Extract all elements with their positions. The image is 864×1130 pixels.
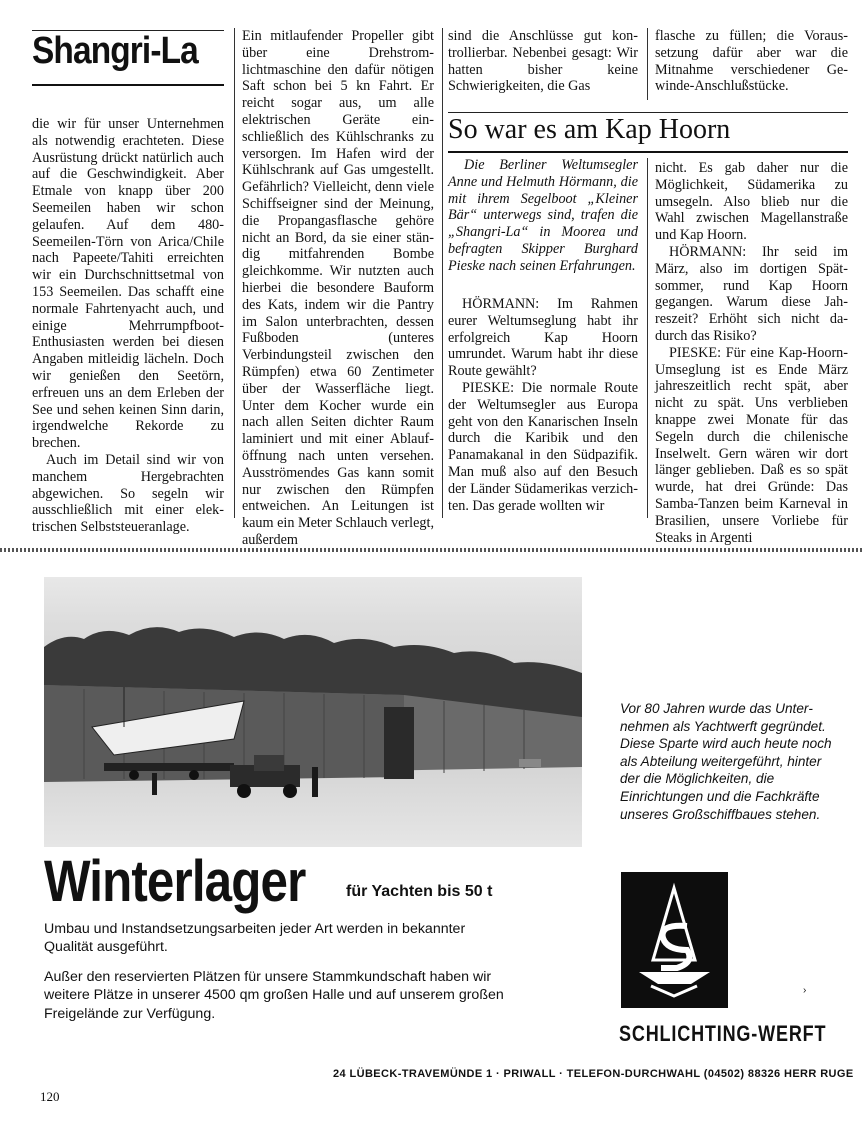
rule-col3-under-title [448,151,848,153]
page-number: 120 [40,1089,60,1104]
article-column-4-top [655,28,848,95]
paragraph: PIESKE: Für eine Kap-Hoorn-Umseglung ist es Ende März jahreszeitlich recht spät, aber nicht zu spät. Uns verblieben knappe zwei Monate für das Segeln durch die chilenische Inselwelt. Gern wären wir dort länger geblieben. Daß es so spät wurde, hat drei Gründe: Das Samba-Tanzen beim Karneval in Brasilien, unsere Vorliebe für Steaks in Argenti [655,344,848,546]
section-separator [0,548,864,552]
ad-text-1 [44,920,514,957]
anchor-s-logo-drawing [621,872,728,1008]
paragraph: Die Berliner Weltumsegler Anne und Helmuth Hörmann, die mit ihrem Segelboot „Kleiner Bär“ unterwegs sind, trafen die „Shangri-La“ in Moorea und befragten Skipper Burghard Pieske nach seinen Erfahrungen. [448,157,638,274]
paragraph: flasche zu füllen; die Voraussetzung dafür aber war die Mitnahme verschiedener Gewinde-Anschlußstücke. [655,28,848,95]
column-divider-2 [442,28,443,518]
column-divider-4 [647,158,648,518]
shipyard-photo-illustration [44,577,582,847]
paragraph: Auch im Detail sind wir von manchem Hergebrachten abgewichen. So segeln wir ausschließlich mit einer elektrischen Selbststeueranlage. [32,451,224,536]
rule-col1-bottom [32,84,224,86]
article-title: Shangri-La [32,30,198,72]
paragraph: Ein mitlaufender Propeller gibt über eine Drehstromlichtmaschine den dafür nötigen Saft schon bei 5 kn Fahrt. Er reicht sogar aus, um alle elektrischen Geräte einschließlich des Kühlschranks zu versorgen. Im Hafen wird der Kühlschrank auf Gas umgestellt. Gefährlich? Vielleicht, denn viele Schiffseigner sind der Meinung, die Propangasflasche gehöre nicht an Bord, da sie einer ständig mitfahrenden Bombe gleichkomme. Wir nutzten auch hierbei die besondere Bauform des Kats, indem wir die Pantry im Salon unterbrachten, dessen Fußboden (unteres Verbindungsteil zwischen den Rümpfen) etwa 60 Zentimeter über der Wasserfläche liegt. Unter dem Kocher wurde ein nach allen Seiten dichter Raum laminiert und mit einer Ablauföffnung nach unten versehen. Ausströmendes Gas kann somit nur zwischen den Rümpfen entweichen. An Leitungen ist kaum ein Meter Schlauch verlegt, außerdem [242,28,434,548]
column-divider-3 [647,28,648,100]
brand-name: SCHLICHTING-WERFT [619,1021,827,1046]
decorative-mark: › [803,985,807,996]
paragraph: die wir für unser Unternehmen als notwendig erachteten. Diese Ausrüstung drückt natürlich auch auf die Geschwindigkeit. Aber Etmale von knapp über 200 Seemeilen haben wir schon gelaufen. Auf dem 480-Seemeilen-Törn von Arica/Chile nach Papeete/Tahiti erreichten wir ein Durchschnittsetmal von 153 Seemeilen. Das schafft eine normale Fahrtenyacht auch, und einige Mehrrumpfboot-Enthusiasten werden bei diesen Angaben mitleidig lächeln. Doch wir genießen den Seetörn, erfreuen uns an dem Erleben der See und sehen keinen Sinn darin, irgendwelche Rekorde zu brechen. [32,116,224,452]
article-column-1 [32,116,224,536]
shipyard-photo [44,577,582,847]
paragraph: nicht. Es gab daher nur die Möglichkeit, Südamerika zu umsegeln. Also blieb nur die Wahl zwischen Magellanstraße und Kap Hoorn. [655,160,848,244]
ad-text-2 [44,968,514,1023]
company-address: 24 LÜBECK-TRAVEMÜNDE 1 · PRIWALL · TELEFON-DURCHWAHL (04502) 88326 HERR RUGE [333,1068,854,1080]
anchor-s-logo-icon [621,872,728,1008]
interview-column-3 [448,296,638,514]
ad-subheadline: für Yachten bis 50 t [346,883,493,900]
article-column-2 [242,28,434,549]
paragraph: Umbau und Instandsetzungsarbeiten jeder Art werden in bekannter Qualität ausgeführt. [44,921,466,956]
article-column-3-top [448,28,638,95]
paragraph: Außer den reservierten Plätzen für unsere Stammkundschaft haben wir weitere Plätze in unserer 4500 qm großen Halle und auf unserem großen Freigelände zur Verfügung. [44,969,504,1022]
rule-col3-top [448,112,848,113]
interview-title: So war es am Kap Hoorn [448,114,731,145]
ad-caption: Vor 80 Jahren wurde das Unternehmen als Yachtwerft gegründet. Diese Sparte wird auch heute noch als Abteilung weitergeführt, hinter der die Möglichkeiten, die Einrichtungen und die Fachkräfte unseres Großschiffbaues stehen. [620,701,832,822]
paragraph: PIESKE: Die normale Route der Weltumsegler aus Europa geht von den Kanarischen Inseln durch die Karibik und den Panamakanal in den Südpazifik. Man muß also auf den Besuch der Länder Südamerikas verzichten. Das gerade wollten wir [448,379,638,514]
interview-column-4 [655,160,848,546]
ad-headline: Winterlager [44,849,306,914]
paragraph: sind die Anschlüsse gut kontrollierbar. Nebenbei gesagt: Wir hatten bisher keine Schwierigkeiten, die Gas [448,28,638,95]
interview-intro [448,157,638,275]
paragraph: HÖRMANN: Ihr seid im März, also im dortigen Spätsommer, rund Kap Hoorn gegangen. Warum diese Jahreszeit? Erhöht sich nicht dadurch das Risiko? [655,243,848,344]
column-divider-1 [234,28,235,518]
paragraph: HÖRMANN: Im Rahmen eurer Weltumseglung habt ihr erfolgreich Kap Hoorn umrundet. Warum habt ihr diese Route gewählt? [448,296,638,380]
